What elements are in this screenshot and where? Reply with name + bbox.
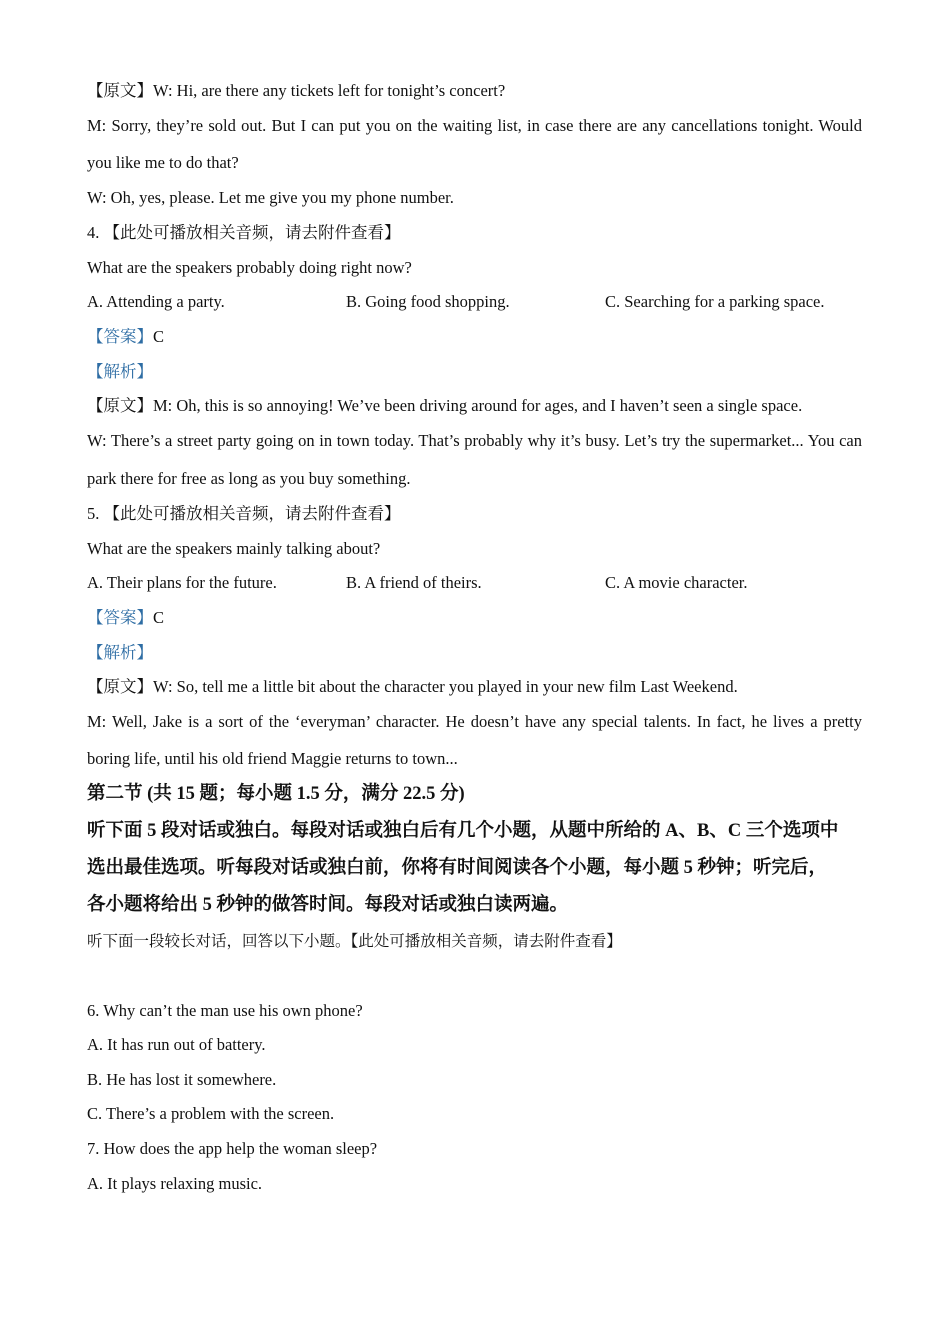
q4-transcript-line-3: park there for free as long as you buy something.	[87, 469, 411, 488]
section2-instructions-line-2: 选出最佳选项。听每段对话或独白前，你将有时间阅读各个小题，每小题 5 秒钟；听完后，	[87, 858, 828, 878]
q5-option-a: A. Their plans for the future.	[87, 573, 277, 592]
section2-prompt-audio: 听下面一段较长对话，回答以下小题。【此处可播放相关音频，请去附件查看】	[87, 933, 622, 950]
q4-answer	[87, 327, 164, 347]
q3-transcript-line-1: 【原文】W: Hi, are there any tickets left for tonight’s concert?	[87, 81, 506, 100]
q5-answer	[87, 608, 164, 628]
q4-number-audio: 4. 【此处可播放相关音频，请去附件查看】	[87, 223, 401, 242]
q5-transcript-line-3: boring life, until his old friend Maggie returns to town...	[87, 749, 458, 768]
q3-transcript-line-4: W: Oh, yes, please. Let me give you my phone number.	[87, 188, 454, 207]
q4-analysis-label: 【解析】	[87, 362, 153, 381]
q5-option-b: B. A friend of theirs.	[346, 573, 482, 592]
section2-title: 第二节 (共 15 题；每小题 1.5 分，满分 22.5 分)	[87, 784, 465, 804]
q4-question: What are the speakers probably doing right now?	[87, 258, 412, 277]
q6-question: 6. Why can’t the man use his own phone?	[87, 1001, 363, 1020]
q4-transcript-line-2: W: There’s a street party going on in town today. That’s probably why it’s busy. Let’s try the supermarket... You can	[87, 431, 862, 450]
q5-transcript-line-2: M: Well, Jake is a sort of the ‘everyman’ character. He doesn’t have any special talents. In fact, he lives a pretty	[87, 712, 862, 731]
q4-option-b: B. Going food shopping.	[346, 292, 510, 311]
q6-option-b: B. He has lost it somewhere.	[87, 1070, 277, 1089]
q7-question: 7. How does the app help the woman sleep?	[87, 1139, 378, 1158]
q6-option-a: A. It has run out of battery.	[87, 1035, 266, 1054]
q5-answer-value: C	[153, 608, 165, 627]
section2-instructions-line-3: 各小题将给出 5 秒钟的做答时间。每段对话或独白读两遍。	[87, 895, 569, 915]
q3-transcript-line-3: you like me to do that?	[87, 153, 239, 172]
q5-number-audio: 5. 【此处可播放相关音频，请去附件查看】	[87, 504, 401, 523]
q7-option-a: A. It plays relaxing music.	[87, 1174, 263, 1193]
q5-option-c: C. A movie character.	[605, 573, 748, 592]
q3-transcript-line-2: M: Sorry, they’re sold out. But I can put you on the waiting list, in case there are any cancellations tonight. Would	[87, 116, 862, 135]
q6-option-c: C. There’s a problem with the screen.	[87, 1104, 335, 1123]
q5-transcript-line-1: 【原文】W: So, tell me a little bit about the character you played in your new film Last Weekend.	[87, 677, 738, 696]
q5-answer-label: 【答案】	[87, 608, 153, 627]
section2-instructions-line-1: 听下面 5 段对话或独白。每段对话或独白后有几个小题，从题中所给的 A、B、C 三个选项中	[87, 821, 839, 841]
q5-question: What are the speakers mainly talking about?	[87, 539, 381, 558]
q4-transcript-line-1: 【原文】M: Oh, this is so annoying! We’ve been driving around for ages, and I haven’t seen a single space.	[87, 396, 803, 415]
q4-option-a: A. Attending a party.	[87, 292, 225, 311]
q4-answer-label: 【答案】	[87, 327, 153, 346]
q4-option-c: C. Searching for a parking space.	[605, 292, 825, 311]
q5-analysis-label: 【解析】	[87, 643, 153, 662]
q4-answer-value: C	[153, 327, 165, 346]
